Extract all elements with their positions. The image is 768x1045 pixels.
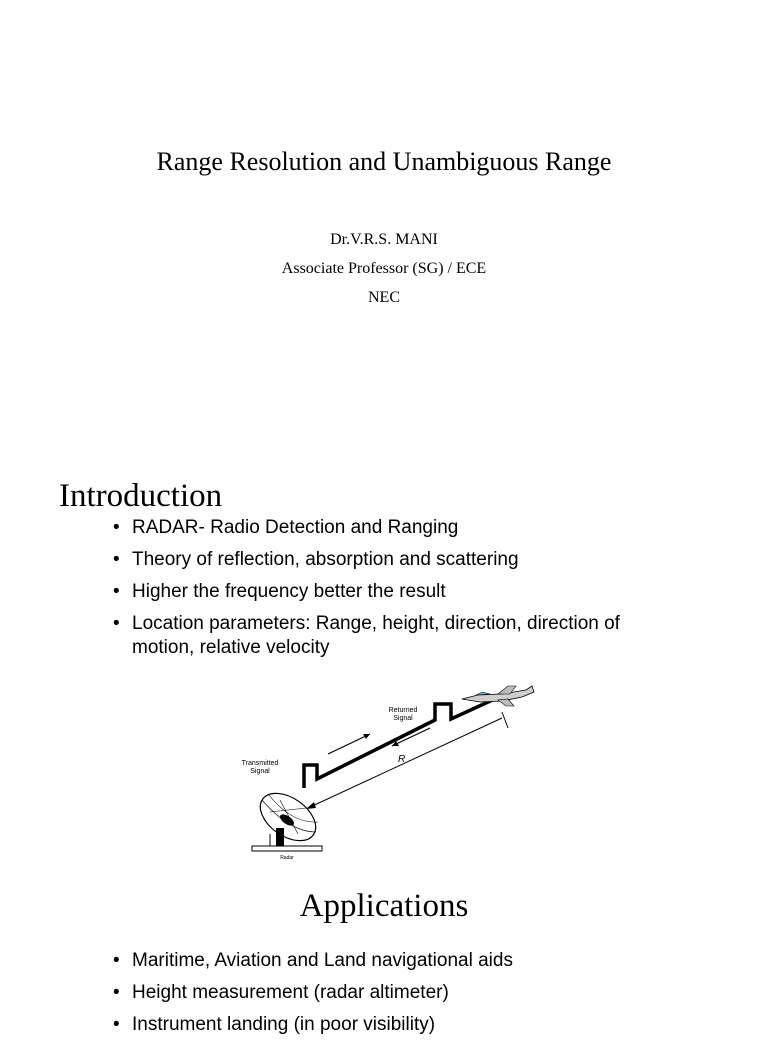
author-organization: NEC: [368, 289, 400, 306]
bullet-item: [113, 612, 673, 660]
bullet-item: [113, 949, 733, 973]
intro-bullet-list: [113, 516, 673, 668]
bullet-text: Height measurement (radar altimeter): [132, 982, 449, 1003]
author-name: Dr.V.R.S. MANI: [330, 231, 438, 248]
aircraft-icon: [462, 686, 534, 706]
transmitted-signal-label: Signal: [250, 768, 270, 775]
returned-signal-label: Signal: [393, 715, 413, 722]
bullet-item: [113, 516, 673, 540]
range-end-tick: [502, 712, 508, 728]
transmitted-signal-label: Transmitted: [241, 760, 279, 767]
bullet-icon: •: [113, 982, 120, 1003]
bullet-text: Theory of reflection, absorption and scattering: [132, 549, 519, 570]
bullet-text: Instrument landing (in poor visibility): [132, 1014, 436, 1035]
bullet-item: [113, 1013, 733, 1037]
slide-title: Range Resolution and Unambiguous Range: [156, 147, 612, 176]
bullet-text: Higher the frequency better the result: [132, 581, 446, 602]
range-arrowhead-icon: [306, 802, 316, 809]
applications-heading: Applications: [299, 888, 469, 924]
bullet-icon: •: [113, 549, 120, 570]
range-label: R: [398, 754, 406, 765]
bullet-icon: •: [113, 517, 120, 538]
bullet-text: RADAR- Radio Detection and Ranging: [132, 517, 459, 538]
bullet-icon: •: [113, 950, 120, 971]
outgoing-arrow-icon: [328, 734, 370, 754]
bullet-icon: •: [113, 581, 120, 602]
applications-bullet-list: [113, 949, 733, 1045]
radar-diagram: [240, 682, 540, 862]
author-role: Associate Professor (SG) / ECE: [281, 260, 487, 277]
bullet-item: [113, 548, 673, 572]
radar-dish-icon: [252, 784, 325, 851]
radar-label: Radar: [280, 855, 294, 861]
bullet-icon: •: [113, 1014, 120, 1035]
bullet-text: Location parameters: Range, height, direction, direction of motion, relative velocity: [132, 613, 620, 658]
bullet-icon: •: [113, 613, 120, 634]
bullet-text: Maritime, Aviation and Land navigational aids: [132, 950, 513, 971]
intro-heading: Introduction: [59, 478, 223, 514]
bullet-item: [113, 981, 733, 1005]
bullet-item: [113, 580, 673, 604]
returned-signal-label: Returned: [388, 707, 418, 714]
